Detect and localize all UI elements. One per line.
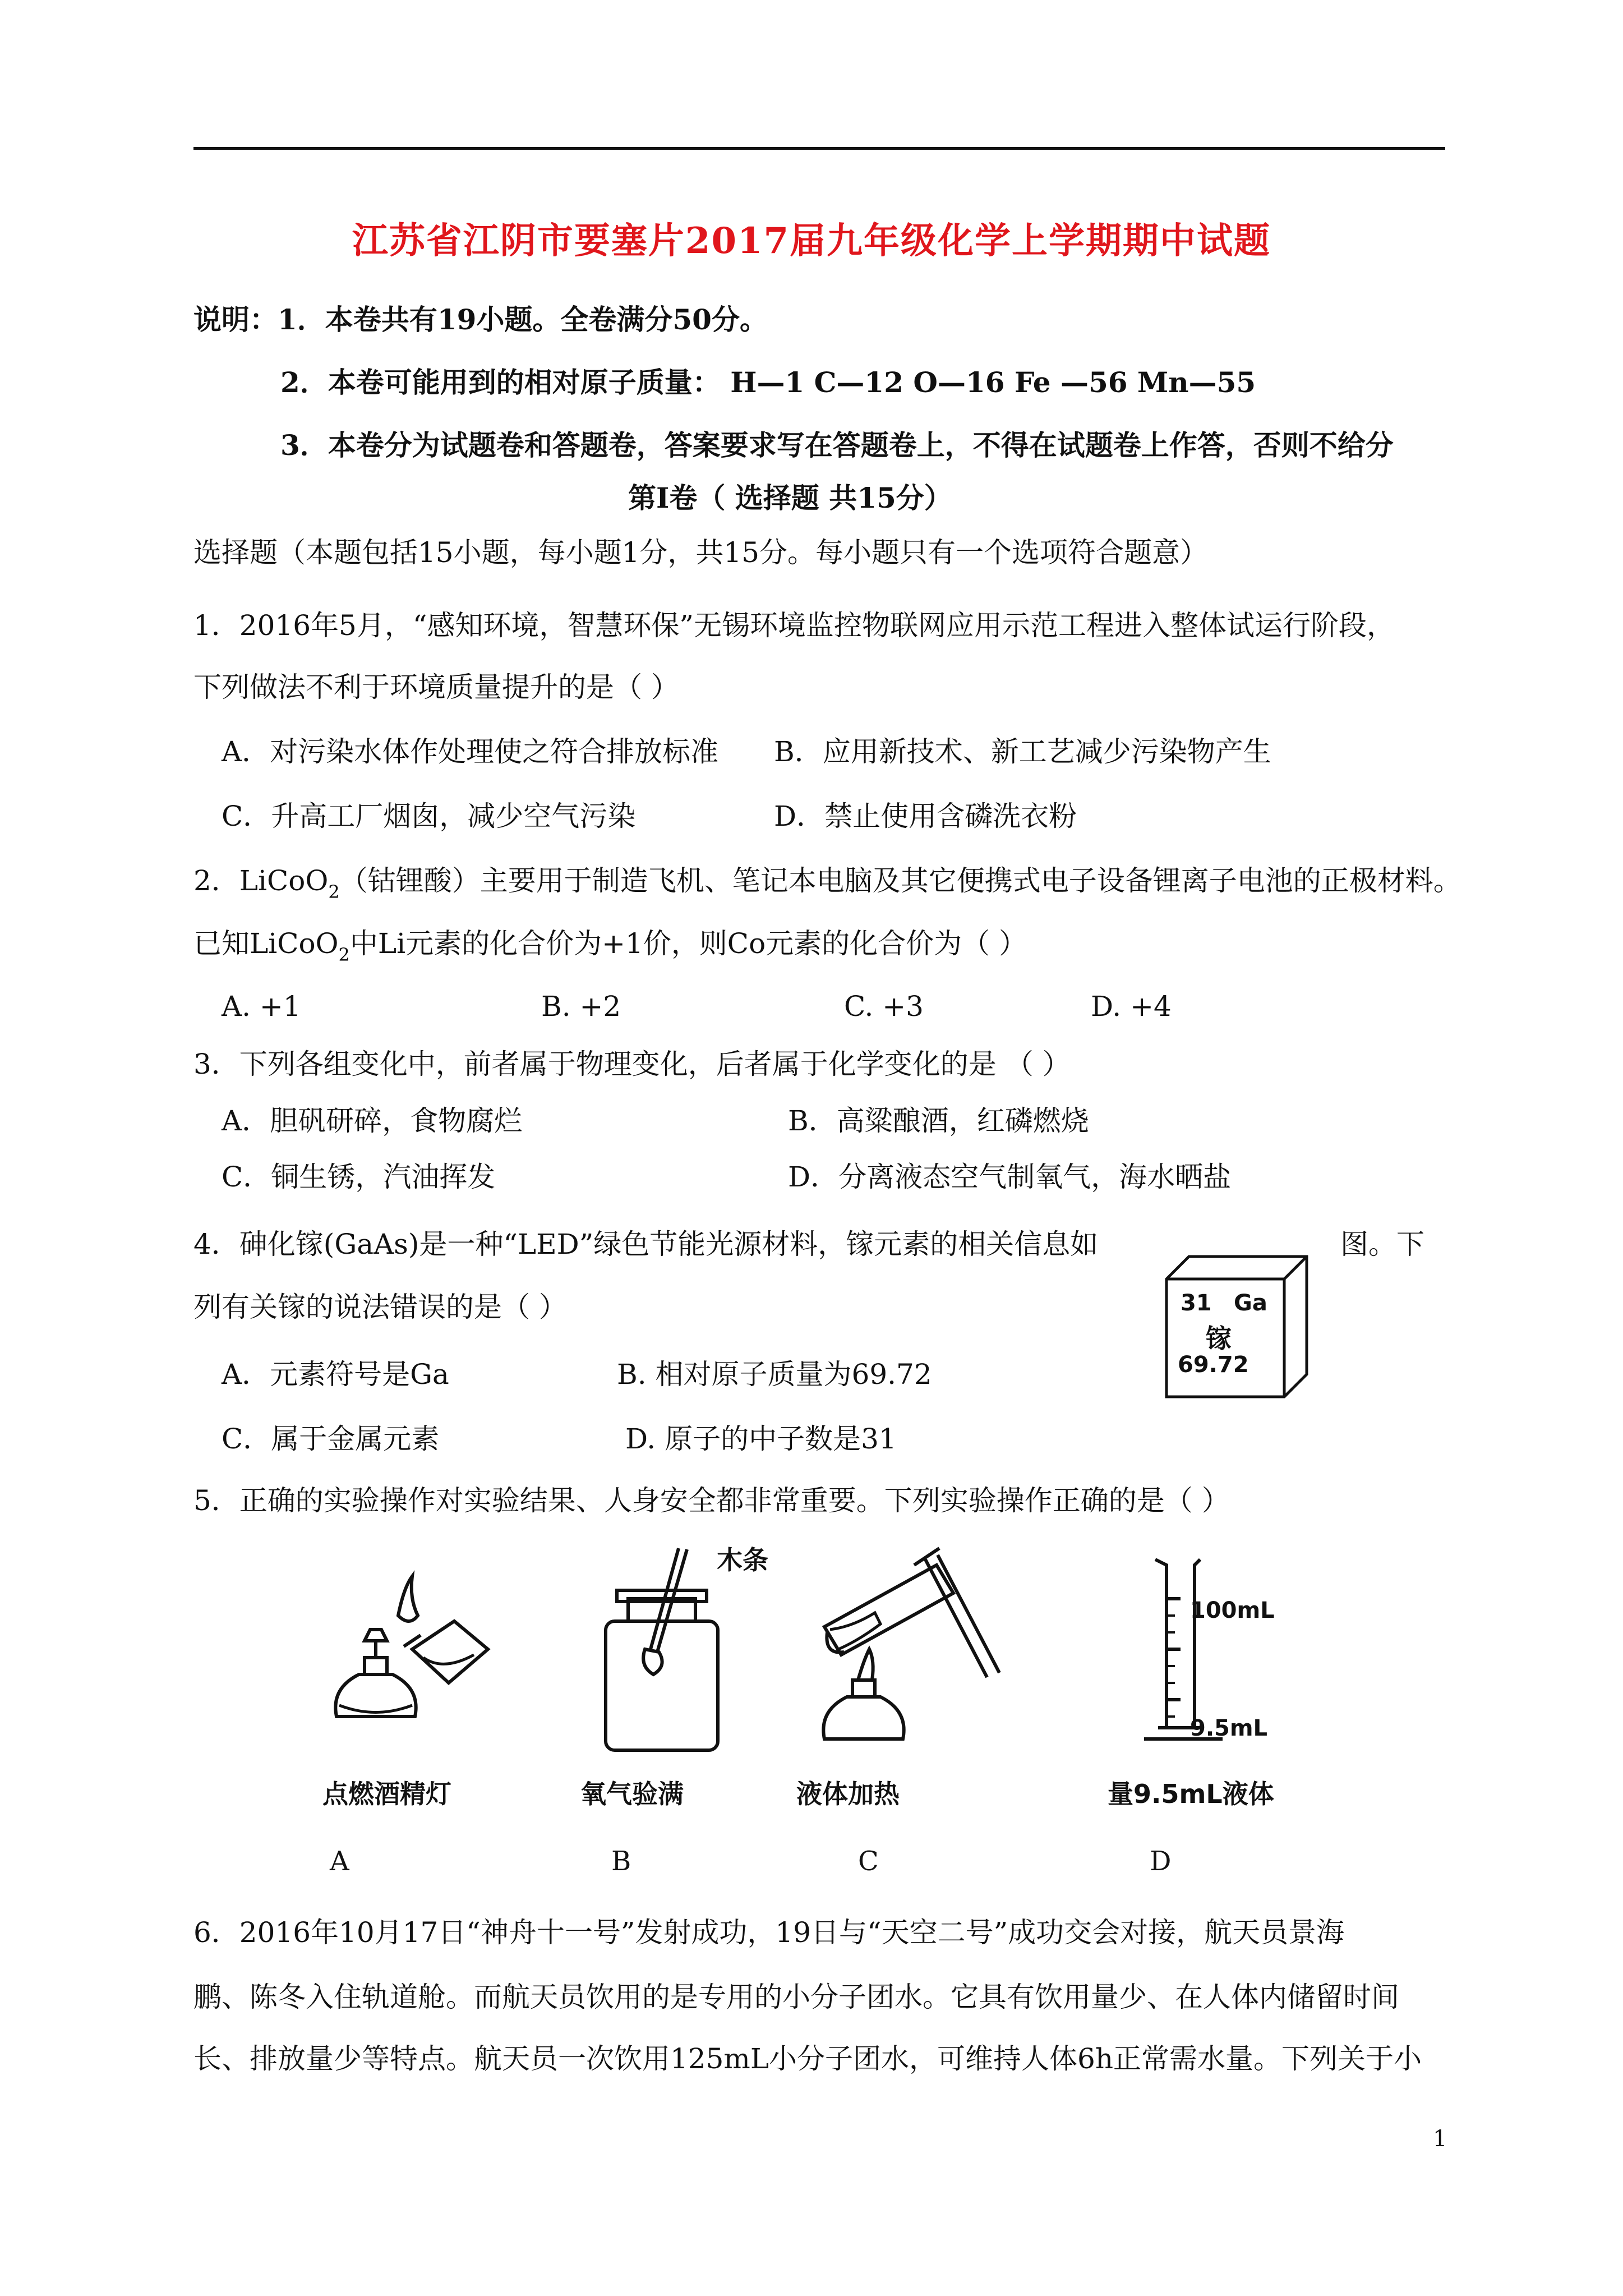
figure-c-letter: C (858, 1846, 879, 1877)
q2-option-b: B. +2 (541, 990, 621, 1023)
figure-d-mark-bottom: 9.5mL (1190, 1715, 1268, 1741)
page-number: 1 (1433, 2126, 1447, 2152)
figure-a-alcohol-lamp (314, 1565, 516, 1750)
q2-line1-a: 2．LiCoO (193, 864, 329, 897)
q2-line1 (193, 858, 1461, 903)
q3-option-a: A．胆矾研碎，食物腐烂 (222, 1105, 523, 1137)
notes-2: 2．本卷可能用到的相对原子质量： H—1 C—12 O—16 Fe —56 Mn—55 (280, 366, 1256, 399)
q2-line2-b: 中Li元素的化合价为+1价，则Co元素的化合价为（ ） (349, 927, 1027, 960)
q6-line2: 鹏、陈冬入住轨道舱。而航天员饮用的是专用的小分子团水。它具有饮用量少、在人体内储留时间 (193, 1981, 1399, 2013)
figure-a-letter: A (330, 1846, 349, 1877)
q4-option-d: D. 原子的中子数是31 (625, 1423, 897, 1455)
q4-option-b: B. 相对原子质量为69.72 (617, 1358, 932, 1391)
notes-label: 说明： (193, 303, 278, 336)
section-intro: 选择题（本题包括15小题，每小题1分，共15分。每小题只有一个选项符合题意） (193, 536, 1209, 569)
figure-d-caption: 量9.5mL液体 (1108, 1779, 1274, 1809)
element-name: 镓 (1206, 1323, 1232, 1354)
figure-b-tag: 木条 (717, 1545, 768, 1575)
q4-line1: 4．砷化镓(GaAs)是一种“LED”绿色节能光源材料，镓元素的相关信息如 (193, 1228, 1099, 1260)
element-mass: 69.72 (1178, 1352, 1249, 1378)
notes-1-text: 1．本卷共有19小题。全卷满分50分。 (278, 303, 768, 336)
notes-3: 3．本卷分为试题卷和答题卷，答案要求写在答题卷上，不得在试题卷上作答，否则不给分 (280, 429, 1394, 462)
figure-c-caption: 液体加热 (796, 1779, 900, 1809)
section-title: 第Ⅰ卷（ 选择题 共15分） (628, 481, 952, 514)
element-number: 31 (1181, 1290, 1212, 1316)
figure-b-caption: 氧气验满 (580, 1779, 684, 1809)
q2-line2 (193, 921, 1027, 965)
q1-option-c: C．升高工厂烟囱，减少空气污染 (222, 800, 636, 832)
q6-line1: 6．2016年10月17日“神舟十一号”发射成功，19日与“天空二号”成功交会对接，航天员景海 (193, 1916, 1345, 1949)
figure-d-letter: D (1150, 1846, 1172, 1877)
q4-line1-end: 图。下 (1340, 1228, 1424, 1260)
q2-line1-b: （钴锂酸）主要用于制造飞机、笔记本电脑及其它便携式电子设备锂离子电池的正极材料。 (339, 864, 1461, 897)
q4-option-a: A．元素符号是Ga (222, 1358, 449, 1391)
figure-a-caption: 点燃酒精灯 (322, 1779, 451, 1809)
q1-option-d: D．禁止使用含磷洗衣粉 (774, 800, 1077, 832)
q4-option-c: C．属于金属元素 (222, 1423, 440, 1455)
q2-option-d: D. +4 (1091, 990, 1172, 1023)
q1-line2: 下列做法不利于环境质量提升的是（ ） (193, 671, 679, 703)
q2-line2-a: 已知LiCoO (193, 927, 339, 960)
q1-line1: 1．2016年5月，“感知环境，智慧环保”无锡环境监控物联网应用示范工程进入整体试运行阶段， (193, 609, 1395, 642)
q3-option-d: D．分离液态空气制氧气，海水晒盐 (788, 1161, 1232, 1193)
q6-line3: 长、排放量少等特点。航天员一次饮用125mL小分子团水，可维持人体6h正常需水量。下列关于小 (193, 2042, 1422, 2075)
q3-option-c: C．铜生锈，汽油挥发 (222, 1161, 496, 1193)
q2-option-a: A. +1 (222, 990, 301, 1023)
q3-line1: 3．下列各组变化中，前者属于物理变化，后者属于化学变化的是 （ ） (193, 1048, 1071, 1080)
q2-line2-sub: 2 (338, 944, 350, 965)
q3-option-b: B．高粱酿酒，红磷燃烧 (788, 1105, 1089, 1137)
notes-1 (193, 297, 768, 338)
figure-c-heating-liquid (791, 1548, 1004, 1761)
header-rule (193, 147, 1445, 150)
q1-option-a: A．对污染水体作处理使之符合排放标准 (222, 735, 719, 768)
figure-d-mark-top: 100mL (1190, 1598, 1275, 1623)
q1-option-b: B．应用新技术、新工艺减少污染物产生 (774, 735, 1271, 768)
figure-b-letter: B (611, 1846, 631, 1877)
page-title: 江苏省江阴市要塞片2017届九年级化学上学期期中试题 (352, 220, 1271, 262)
element-symbol: Ga (1234, 1290, 1267, 1316)
q5-line1: 5．正确的实验操作对实验结果、人身安全都非常重要。下列实验操作正确的是（ ） (193, 1484, 1230, 1517)
q2-option-c: C. +3 (844, 990, 924, 1023)
q4-line2: 列有关镓的说法错误的是（ ） (193, 1291, 567, 1323)
q2-line1-sub: 2 (328, 881, 340, 903)
